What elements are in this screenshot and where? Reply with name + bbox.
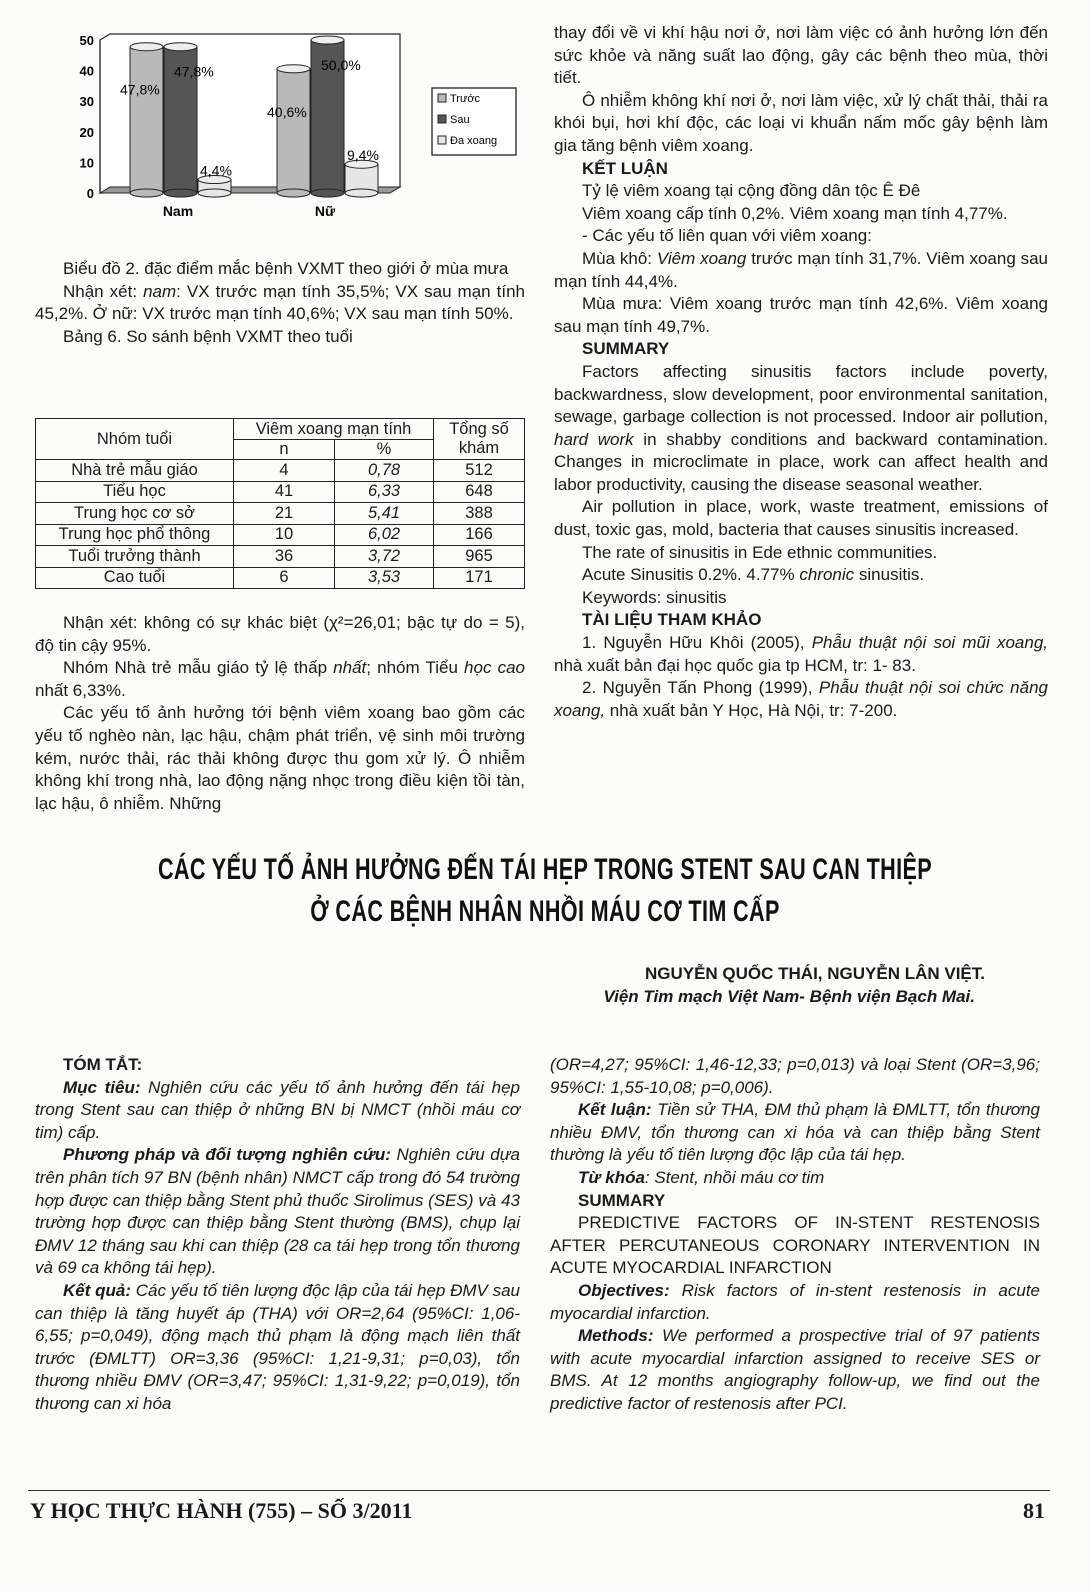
- cell-group: Trung học phổ thông: [36, 524, 234, 546]
- bar-Trước-Nữ: [277, 69, 310, 193]
- x-tick-label: Nữ: [314, 203, 336, 219]
- text-run: Biểu đồ 2. đặc điểm mắc bệnh VXMT theo giới ở mùa mưa: [63, 259, 509, 278]
- section-heading: [554, 609, 1048, 632]
- text-run: học cao: [464, 658, 525, 678]
- text-run: Kết quả:: [63, 1280, 132, 1300]
- text-run: Các yếu tố tiên lượng độc lập của tái hẹp ĐMV sau can thiệp là tăng huyết áp (THA) với OR=2,64 (95%CI: 1,06-6,55; p=0,049), động mạch thủ phạm là động mạch liên thất trước (ĐMLTT) OR=3,36 (95%CI: 1,21-9,31; p=0,03), tổn thương nhiều ĐMV (OR=3,47; 95%CI: 1,31-9,22; p=0,019), tổn thương can xi hóa: [35, 1280, 520, 1413]
- cell-pct: 0,78: [335, 460, 434, 482]
- paragraph: [35, 281, 525, 326]
- text-run: Nghiên cứu dựa trên phân tích 97 BN (bệnh nhân) NMCT cấp trong đó 54 trường hợp được can thiệp bằng Stent phủ thuốc Sirolimus (SES) và 43 trường hợp được can thiệp bằng Stent thường (BMS), chụp lại ĐMV 12 tháng sau khi can thiệp (28 ca tái hẹp trong tổn thương và 69 ca không tái hẹp).: [35, 1145, 520, 1278]
- cell-pct: 5,41: [335, 503, 434, 525]
- text-run: Kết luận:: [578, 1100, 652, 1120]
- text-run: Air pollution in place, work, waste treatment, emissions of dust, toxic gas, mold, bacteria that causes sinusitis increased.: [554, 497, 1048, 540]
- cell-n: 10: [234, 524, 335, 546]
- x-tick-label: Nam: [162, 203, 194, 219]
- bar-top: [164, 43, 197, 51]
- bar-base: [198, 189, 231, 197]
- cell-pct: 6,33: [335, 481, 434, 503]
- text-run: nam: [143, 281, 177, 301]
- paragraph: [554, 632, 1048, 677]
- text-run: SUMMARY: [582, 339, 670, 359]
- text-run: : VX trước mạn tính 35,5%; VX sau mạn tính 45,2%. Ở nữ: VX trước mạn tính 40,6%; VX sau mạn tính 50%.: [35, 281, 525, 324]
- paragraph: [550, 1325, 1040, 1415]
- text-run: Risk factors of in-stent restenosis in acute myocardial infarction.: [550, 1280, 1040, 1323]
- bar-base: [164, 189, 197, 197]
- cell-n: 41: [234, 481, 335, 503]
- paragraph: [554, 361, 1048, 497]
- text-run: PREDICTIVE FACTORS OF IN-STENT RESTENOSIS AFTER PERCUTANEOUS CORONARY INTERVENTION IN ACUTE MYOCARDIAL INFARCTION: [550, 1213, 1040, 1278]
- legend-label: Đa xoang: [450, 135, 498, 147]
- text-run: Objectives:: [578, 1280, 670, 1300]
- legend-label: Trước: [450, 93, 481, 105]
- legend-swatch: [438, 136, 446, 144]
- data-label: 47,8%: [174, 63, 214, 80]
- cell-total: 388: [434, 503, 525, 525]
- paragraph: [554, 203, 1048, 226]
- text-run: Mùa mưa: Viêm xoang trước mạn tính 42,6%. Viêm xoang sau mạn tính 49,7%.: [554, 294, 1048, 336]
- paragraph: [554, 293, 1048, 338]
- bar-base: [130, 189, 163, 197]
- data-label: 40,6%: [267, 103, 307, 120]
- text-run: nhà xuất bản Y Học, Hà Nội, tr: 7-200.: [605, 700, 898, 720]
- section-heading: [550, 1190, 1040, 1213]
- bar-chart: [30, 22, 530, 227]
- text-run: We performed a prospective trial of 97 patients with acute myocardial infarction assigned to receive SES or BMS. At 12 months angiography follow-up, we find out the predictive factor of restenosis after PCI.: [550, 1326, 1040, 1413]
- cell-group: Cao tuổi: [36, 567, 234, 589]
- legend-label: Sau: [450, 114, 470, 126]
- text-run: nhất: [333, 658, 367, 678]
- text-run: Nghiên cứu các yếu tố ảnh hưởng đến tái hẹp trong Stent sau can thiệp ở những BN bị NMCT (nhồi máu cơ tim) cấp.: [35, 1077, 520, 1142]
- paragraph: [554, 225, 1048, 248]
- text-run: Nhóm Nhà trẻ mẫu giáo tỷ lệ thấp: [63, 658, 334, 678]
- text-run: Mùa khô:: [582, 248, 657, 268]
- cell-group: Trung học cơ sở: [36, 503, 234, 525]
- text-run: TÀI LIỆU THAM KHẢO: [582, 610, 762, 630]
- data-label: 9,4%: [347, 147, 379, 164]
- text-run: Tỷ lệ viêm xoang tại cộng đồng dân tộc Ê Đê: [582, 181, 921, 201]
- text-run: 2. Nguyễn Tấn Phong (1999),: [582, 678, 819, 698]
- y-tick-label: 10: [79, 155, 94, 171]
- abstract-left: [35, 1054, 520, 1416]
- table-row: [36, 524, 525, 546]
- text-run: Methods:: [578, 1326, 654, 1346]
- bar-base: [311, 189, 344, 197]
- abstract-right: [550, 1054, 1040, 1416]
- text-run: thay đổi về vi khí hậu nơi ở, nơi làm việc có ảnh hưởng lớn đến sức khỏe và năng suất lao động, gây các bệnh theo mùa, thời tiết.: [554, 23, 1048, 88]
- bar-base: [277, 189, 310, 197]
- table-row: [36, 546, 525, 568]
- text-run: Mục tiêu:: [63, 1077, 141, 1097]
- bar-top: [311, 36, 344, 44]
- text-run: Từ khóa: [578, 1167, 645, 1187]
- footer-journal: Y HỌC THỰC HÀNH (755) – SỐ 3/2011: [30, 1498, 413, 1523]
- paragraph: [554, 496, 1048, 541]
- text-run: The rate of sinusitis in Ede ethnic communities.: [582, 542, 938, 562]
- table-row: [36, 567, 525, 589]
- cell-n: 6: [234, 567, 335, 589]
- header-n: n: [234, 440, 335, 460]
- text-run: Ô nhiễm không khí nơi ở, nơi làm việc, xử lý chất thải, thải ra khói bụi, hơi khí độc, các loại vi khuẩn nấm mốc gây bệnh làm gia tăng bệnh viêm xoang.: [554, 90, 1048, 155]
- header-total: Tổng số khám: [434, 419, 525, 460]
- text-run: Các yếu tố ảnh hưởng tới bệnh viêm xoang bao gồm các yếu tố nghèo nàn, lạc hậu, chậm phát triển, vệ sinh môi trường kém, nước thải, rác thải không được thu gom xử lý. Ô nhiễm không khí trong nhà, lao động nặng nhọc trong điều kiện tồi tàn, lạc hậu, ô nhiễm. Những: [35, 703, 525, 813]
- table-6: [35, 418, 525, 589]
- cell-n: 36: [234, 546, 335, 568]
- cell-group: Tuổi trưởng thành: [36, 546, 234, 568]
- y-tick-label: 0: [86, 186, 94, 201]
- text-run: Nhận xét: không có sự khác biệt (χ²=26,01; bậc tự do = 5), độ tin cậy 95%.: [35, 613, 525, 655]
- paragraph: [554, 542, 1048, 565]
- table-row: [36, 481, 525, 503]
- paragraph: [550, 1099, 1040, 1167]
- section-heading: [554, 158, 1048, 181]
- left-bottom-text: [35, 612, 525, 815]
- text-run: SUMMARY: [578, 1190, 666, 1210]
- paragraph: [35, 326, 525, 349]
- cell-total: 171: [434, 567, 525, 589]
- table-row: [36, 503, 525, 525]
- cell-n: 21: [234, 503, 335, 525]
- right-top-text: [554, 22, 1048, 722]
- text-run: : Stent, nhồi máu cơ tim: [644, 1167, 825, 1187]
- y-tick-label: 30: [79, 94, 94, 110]
- paragraph: [554, 564, 1048, 587]
- paragraph: [554, 180, 1048, 203]
- paragraph: [554, 248, 1048, 293]
- cell-total: 512: [434, 460, 525, 482]
- paragraph: [35, 258, 525, 281]
- data-label: 50,0%: [321, 57, 361, 73]
- cell-total: 166: [434, 524, 525, 546]
- text-run: (OR=4,27; 95%CI: 1,46-12,33; p=0,013) và loại Stent (OR=3,96; 95%CI: 1,55-10,08; p=0,006).: [550, 1055, 1040, 1097]
- paragraph: [35, 702, 525, 815]
- legend-swatch: [438, 94, 446, 102]
- paragraph: [35, 657, 525, 702]
- table-row: [36, 460, 525, 482]
- paragraph: [554, 677, 1048, 722]
- cell-n: 4: [234, 460, 335, 482]
- cell-pct: 3,72: [335, 546, 434, 568]
- text-run: TÓM TẮT:: [63, 1055, 143, 1074]
- text-run: hard work: [554, 429, 634, 449]
- text-run: in shabby conditions and backward contamination. Changes in microclimate in place, work can affect health and labor productivity, causing the disease seasonal weather.: [554, 429, 1049, 494]
- text-run: nhà xuất bản đại học quốc gia tp HCM, tr: 1- 83.: [554, 655, 916, 675]
- paragraph: [35, 1280, 520, 1416]
- bar-top: [277, 65, 310, 73]
- affiliation: Viện Tim mạch Việt Nam- Bệnh viện Bạch Mai.: [603, 987, 975, 1006]
- paragraph: [550, 1212, 1040, 1280]
- data-label: 4,4%: [200, 162, 232, 179]
- bar-top: [130, 43, 163, 51]
- paragraph: [35, 1077, 520, 1145]
- cell-group: Tiểu học: [36, 481, 234, 503]
- text-run: ; nhóm Tiểu: [366, 658, 465, 678]
- footer-divider: [28, 1490, 1050, 1491]
- paragraph: [550, 1167, 1040, 1190]
- cell-group: Nhà trẻ mẫu giáo: [36, 460, 234, 482]
- y-tick-label: 40: [79, 63, 94, 79]
- text-run: Nhận xét:: [63, 281, 144, 301]
- cell-total: 965: [434, 546, 525, 568]
- text-run: sinusitis.: [854, 565, 925, 585]
- y-tick-label: 20: [79, 124, 94, 140]
- section-heading: [554, 338, 1048, 361]
- header-pct: %: [335, 440, 434, 460]
- paragraph: [554, 22, 1048, 90]
- text-run: Viêm xoang: [656, 248, 747, 268]
- header-vx: Viêm xoang mạn tính: [234, 419, 434, 440]
- article-title-line1: CÁC YẾU TỐ ẢNH HƯỞNG ĐẾN TÁI HẸP TRONG STENT SAU CAN THIỆP: [157, 853, 933, 886]
- left-top-text: [35, 258, 525, 348]
- cell-pct: 6,02: [335, 524, 434, 546]
- paragraph: [35, 1144, 520, 1280]
- text-run: Acute Sinusitis 0.2%. 4.77%: [582, 565, 800, 585]
- authors: NGUYỄN QUỐC THÁI, NGUYỄN LÂN VIỆT.: [644, 964, 985, 983]
- y-tick-label: 50: [79, 33, 94, 48]
- page-number: 81: [1023, 1498, 1045, 1523]
- text-run: KẾT LUẬN: [582, 158, 668, 178]
- text-run: 1. Nguyễn Hữu Khôi (2005),: [582, 633, 812, 653]
- paragraph: [550, 1280, 1040, 1325]
- data-label: 47,8%: [120, 81, 160, 98]
- text-run: Factors affecting sinusitis factors include poverty, backwardness, slow development, poor environmental sanitation, sewage, garbage collection is not processed. Indoor air pollution,: [554, 361, 1048, 427]
- text-run: Keywords: sinusitis: [582, 587, 727, 607]
- text-run: Viêm xoang cấp tính 0,2%. Viêm xoang mạn tính 4,77%.: [582, 203, 1008, 223]
- paragraph: [554, 587, 1048, 610]
- text-run: chronic: [799, 565, 855, 585]
- cell-pct: 3,53: [335, 567, 434, 589]
- text-run: Bảng 6. So sánh bệnh VXMT theo tuổi: [63, 326, 353, 346]
- text-run: Phẫu thuật nội soi mũi xoang,: [811, 633, 1048, 653]
- header-group: Nhóm tuổi: [36, 419, 234, 460]
- text-run: Phương pháp và đối tượng nghiên cứu:: [63, 1145, 391, 1165]
- text-run: trước mạn tính 31,7%. Viêm xoang sau mạn tính 44,4%.: [554, 248, 1048, 291]
- section-heading: [35, 1054, 520, 1077]
- paragraph: [35, 612, 525, 657]
- legend-swatch: [438, 115, 446, 123]
- bar-Trước-Nam: [130, 47, 163, 193]
- paragraph: [550, 1054, 1040, 1099]
- paragraph: [554, 90, 1048, 158]
- text-run: nhất 6,33%.: [35, 680, 126, 700]
- bar-base: [345, 189, 378, 197]
- text-run: Phẫu thuật nội soi chức năng xoang,: [554, 678, 1048, 720]
- article-title-line2: Ở CÁC BỆNH NHÂN NHỒI MÁU CƠ TIM CẤP: [310, 895, 780, 928]
- cell-total: 648: [434, 481, 525, 503]
- text-run: Tiền sử THA, ĐM thủ phạm là ĐMLTT, tổn thương nhiều ĐMV, tổn thương can xi hóa và can thiệp bằng Stent thường là yếu tố tiên lượng độc lập của tái hẹp.: [550, 1100, 1040, 1165]
- text-run: - Các yếu tố liên quan với viêm xoang:: [582, 226, 872, 246]
